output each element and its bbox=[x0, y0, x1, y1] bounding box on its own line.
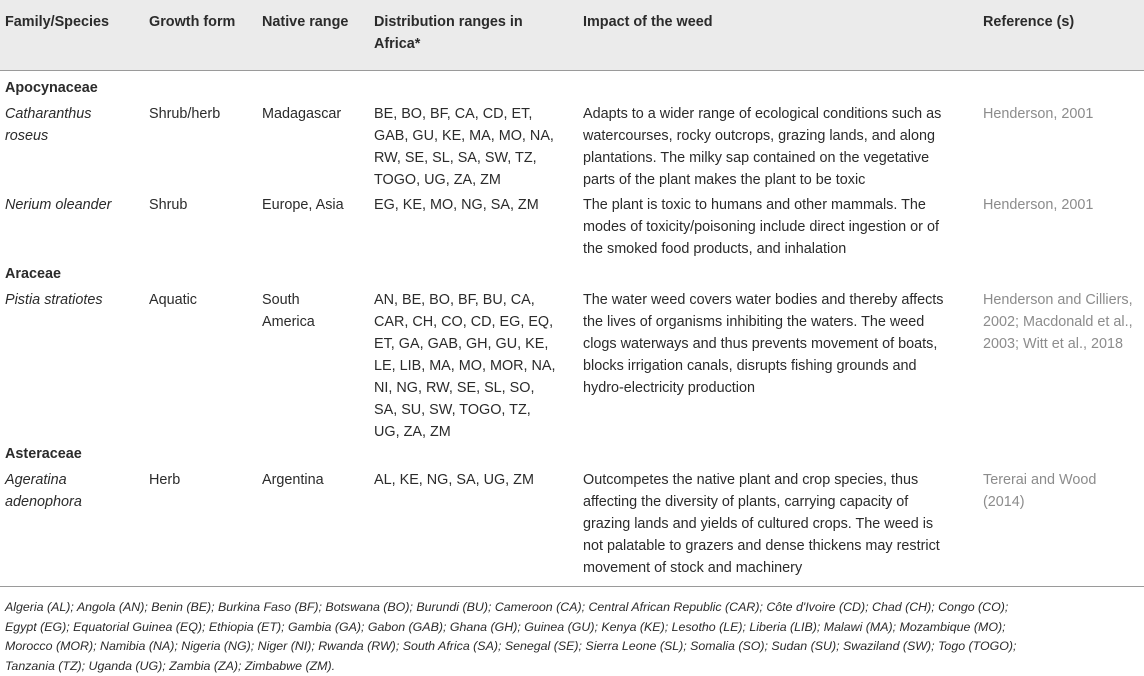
header-growth-form: Growth form bbox=[149, 14, 236, 30]
impact-line: hydro-electricity production bbox=[583, 380, 755, 396]
species-name bbox=[5, 103, 91, 147]
reference bbox=[983, 194, 1093, 216]
footnote-line: Egypt (EG); Equatorial Guinea (EQ); Ethiopia (ET); Gambia (GA); Gabon (GAB); Ghana (GH); Guinea (GU); Kenya (KE); Lesotho (LE); Liberia (LIB); Malawi (MA); Mozambique (MO); bbox=[5, 619, 1006, 634]
impact-text bbox=[583, 289, 944, 399]
growth-form: Herb bbox=[149, 472, 181, 488]
impact-line: grazing lands and yields of cultured crops. The weed is bbox=[583, 516, 934, 532]
impact-line: Adapts to a wider range of ecological conditions such as bbox=[583, 106, 942, 122]
species-name-line: adenophora bbox=[5, 494, 82, 510]
header-distribution bbox=[374, 11, 523, 55]
reference-line: Tererai and Wood bbox=[983, 472, 1097, 488]
distribution-range bbox=[374, 469, 534, 491]
family-heading: Asteraceae bbox=[5, 446, 82, 462]
reference-line: 2003; Witt et al., 2018 bbox=[983, 336, 1123, 352]
impact-line: watercourses, rocky outcrops, grazing lands, and along bbox=[583, 128, 935, 144]
header-native-range: Native range bbox=[262, 14, 349, 30]
footnote-line: Morocco (MOR); Namibia (NA); Nigeria (NG); Niger (NI); Rwanda (RW); South Africa (SA); Senegal (SE); Sierra Leone (SL); Somalia (SO); Sudan (SU); Swaziland (SW); Togo (TOGO); bbox=[5, 639, 1017, 654]
native-range-line: Europe, Asia bbox=[262, 197, 344, 213]
species-name-line: Nerium oleander bbox=[5, 197, 112, 213]
reference-line: 2002; Macdonald et al., bbox=[983, 314, 1133, 330]
native-range-line: America bbox=[262, 314, 315, 330]
distribution-line: NI, NG, RW, SE, SL, SO, bbox=[374, 380, 535, 396]
native-range-line: Madagascar bbox=[262, 106, 342, 122]
impact-text bbox=[583, 194, 939, 260]
impact-line: modes of toxicity/poisoning include direct ingestion or of bbox=[583, 219, 939, 235]
distribution-range bbox=[374, 194, 539, 216]
table-footnote bbox=[5, 598, 1140, 676]
header-reference: Reference (s) bbox=[983, 14, 1075, 30]
distribution-line: CAR, CH, CO, CD, EG, EQ, bbox=[374, 314, 554, 330]
footnote-line: Tanzania (TZ); Uganda (UG); Zambia (ZA); Zimbabwe (ZM). bbox=[5, 658, 336, 673]
family-heading: Araceae bbox=[5, 266, 62, 282]
species-name bbox=[5, 194, 111, 216]
impact-line: plantations. The milky sap contained on the vegetative bbox=[583, 150, 930, 166]
distribution-line: AN, BE, BO, BF, BU, CA, bbox=[374, 292, 535, 308]
header-distribution-line-2: Africa* bbox=[374, 36, 421, 52]
growth-form: Shrub/herb bbox=[149, 106, 221, 122]
native-range bbox=[262, 194, 344, 216]
distribution-line: RW, SE, SL, SA, SW, TZ, bbox=[374, 150, 537, 166]
distribution-range bbox=[374, 289, 556, 443]
distribution-line: SA, SU, SW, TOGO, TZ, bbox=[374, 402, 531, 418]
impact-line: Outcompetes the native plant and crop species, thus bbox=[583, 472, 919, 488]
impact-text bbox=[583, 103, 941, 191]
family-heading: Apocynaceae bbox=[5, 80, 98, 96]
reference bbox=[983, 103, 1093, 125]
impact-line: The plant is toxic to humans and other mammals. The bbox=[583, 197, 926, 213]
reference bbox=[983, 469, 1096, 513]
reference-line: (2014) bbox=[983, 494, 1025, 510]
impact-line: The water weed covers water bodies and thereby affects bbox=[583, 292, 944, 308]
header-distribution-line-1: Distribution ranges in bbox=[374, 14, 523, 30]
reference bbox=[983, 289, 1133, 355]
impact-text bbox=[583, 469, 940, 579]
native-range bbox=[262, 469, 324, 491]
distribution-line: AL, KE, NG, SA, UG, ZM bbox=[374, 472, 534, 488]
species-name-line: Pistia stratiotes bbox=[5, 292, 103, 308]
header-impact: Impact of the weed bbox=[583, 14, 713, 30]
distribution-line: LE, LIB, MA, MO, MOR, NA, bbox=[374, 358, 556, 374]
species-name-line: Catharanthus bbox=[5, 106, 92, 122]
growth-form: Aquatic bbox=[149, 292, 197, 308]
native-range-line: Argentina bbox=[262, 472, 324, 488]
impact-line: the lives of organisms inhibiting the waters. The weed bbox=[583, 314, 925, 330]
impact-line: parts of the plant makes the plant to be toxic bbox=[583, 172, 866, 188]
distribution-line: UG, ZA, ZM bbox=[374, 424, 451, 440]
native-range-line: South bbox=[262, 292, 300, 308]
header-rule bbox=[0, 70, 1144, 71]
species-name bbox=[5, 289, 103, 311]
table-header bbox=[0, 0, 1144, 70]
distribution-line: GAB, GU, KE, MA, MO, NA, bbox=[374, 128, 554, 144]
impact-line: affecting the diversity of plants, carrying capacity of bbox=[583, 494, 909, 510]
impact-line: blocks irrigation canals, disrupts fishing grounds and bbox=[583, 358, 917, 374]
reference-line: Henderson and Cilliers, bbox=[983, 292, 1133, 308]
impact-line: movement of stock and machinery bbox=[583, 560, 803, 576]
footer-rule bbox=[0, 586, 1144, 587]
species-name-line: Ageratina bbox=[5, 472, 67, 488]
header-family-species: Family/Species bbox=[5, 14, 109, 30]
reference-line: Henderson, 2001 bbox=[983, 106, 1094, 122]
distribution-line: EG, KE, MO, NG, SA, ZM bbox=[374, 197, 539, 213]
distribution-line: BE, BO, BF, CA, CD, ET, bbox=[374, 106, 533, 122]
distribution-line: TOGO, UG, ZA, ZM bbox=[374, 172, 501, 188]
impact-line: not palatable to grazers and dense thickens may restrict bbox=[583, 538, 940, 554]
distribution-line: ET, GA, GAB, GH, GU, KE, bbox=[374, 336, 549, 352]
native-range bbox=[262, 103, 341, 125]
growth-form: Shrub bbox=[149, 197, 188, 213]
species-name-line: roseus bbox=[5, 128, 49, 144]
impact-line: clogs waterways and thus prevents movement of boats, bbox=[583, 336, 938, 352]
distribution-range bbox=[374, 103, 554, 191]
species-name bbox=[5, 469, 82, 513]
native-range bbox=[262, 289, 315, 333]
reference-line: Henderson, 2001 bbox=[983, 197, 1094, 213]
footnote-line: Algeria (AL); Angola (AN); Benin (BE); Burkina Faso (BF); Botswana (BO); Burundi (BU); Cameroon (CA); Central African Republic (CAR); Côte d'Ivoire (CD); Chad (CH); Congo (CO); bbox=[5, 600, 1009, 614]
impact-line: the smoked food products, and inhalation bbox=[583, 241, 847, 257]
